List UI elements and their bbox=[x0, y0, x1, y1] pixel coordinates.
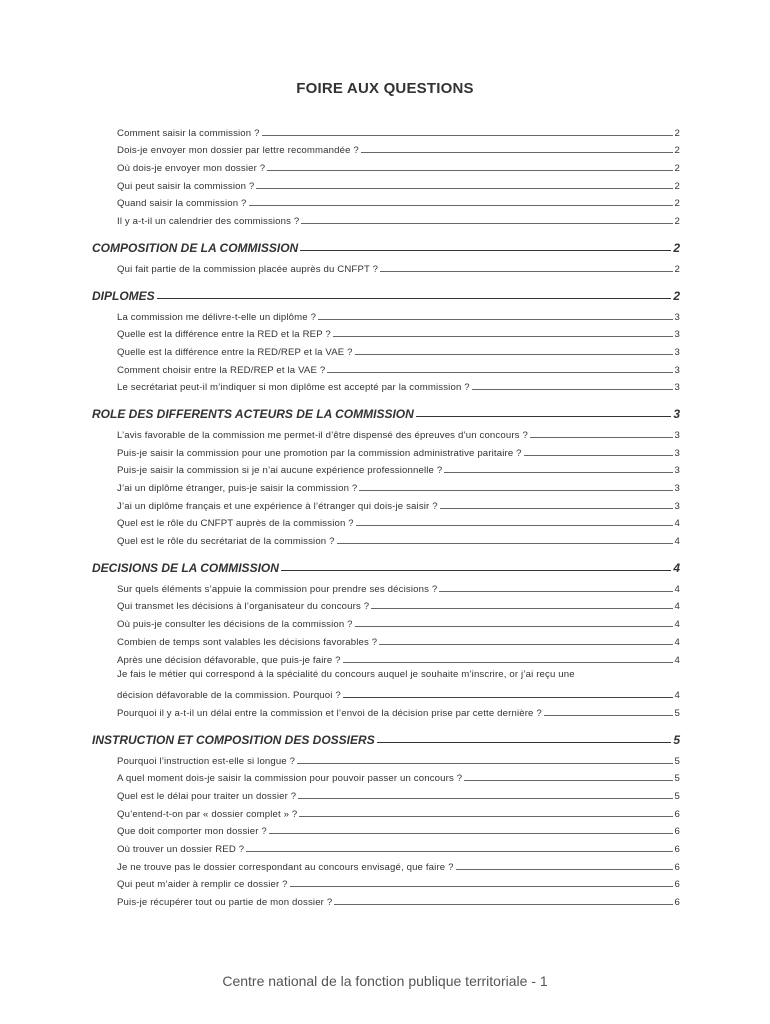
page-number: 4 bbox=[673, 561, 680, 576]
page-number: 3 bbox=[674, 447, 680, 459]
toc-entry-label: Qui peut saisir la commission ? bbox=[117, 180, 255, 192]
page-number: 2 bbox=[674, 198, 680, 210]
toc-entry-label: Comment choisir entre la RED/REP et la VAE ? bbox=[117, 364, 326, 376]
toc-entry[interactable] bbox=[92, 837, 680, 855]
leader-line bbox=[456, 869, 673, 870]
page-number: 2 bbox=[674, 263, 680, 275]
page-footer: Centre national de la fonction publique territoriale - 1 bbox=[222, 973, 548, 989]
page-number: 3 bbox=[673, 407, 680, 422]
toc-entry-label: décision défavorable de la commission. Pourquoi ? bbox=[117, 690, 341, 702]
table-of-contents bbox=[92, 121, 680, 908]
page-number: 2 bbox=[674, 216, 680, 228]
page-number: 2 bbox=[674, 163, 680, 175]
toc-section-heading[interactable] bbox=[92, 283, 680, 303]
page-number: 6 bbox=[674, 879, 680, 891]
page-number: 5 bbox=[674, 755, 680, 767]
leader-line bbox=[361, 152, 673, 153]
toc-entry[interactable] bbox=[92, 820, 680, 838]
page-number: 2 bbox=[673, 241, 680, 256]
leader-line bbox=[440, 508, 673, 509]
toc-entry-label: Je ne trouve pas le dossier correspondant au concours envisagé, que faire ? bbox=[117, 861, 454, 873]
toc-entry-multiline[interactable] bbox=[92, 666, 680, 702]
leader-line bbox=[299, 816, 672, 817]
leader-line bbox=[334, 904, 672, 905]
toc-entry[interactable] bbox=[92, 701, 680, 719]
toc-section-heading[interactable] bbox=[92, 727, 680, 747]
page-number: 5 bbox=[674, 790, 680, 802]
leader-line bbox=[444, 472, 672, 473]
page-number: 4 bbox=[674, 654, 680, 666]
leader-line bbox=[472, 389, 673, 390]
leader-line bbox=[267, 170, 672, 171]
toc-entry[interactable] bbox=[92, 340, 680, 358]
toc-entry[interactable] bbox=[92, 855, 680, 873]
page-title: FOIRE AUX QUESTIONS bbox=[296, 80, 474, 97]
toc-entry[interactable] bbox=[92, 529, 680, 547]
toc-entry[interactable] bbox=[92, 512, 680, 530]
leader-line bbox=[356, 525, 673, 526]
page-number: 5 bbox=[674, 707, 680, 719]
toc-entry-label: Qui fait partie de la commission placée auprès du CNFPT ? bbox=[117, 263, 379, 275]
toc-entry[interactable] bbox=[92, 784, 680, 802]
toc-entry-first-line: Je fais le métier qui correspond à la spécialité du concours auquel je souhaite m’inscrire, or j’ai reçu une bbox=[117, 668, 575, 680]
leader-line bbox=[371, 608, 672, 609]
toc-entry[interactable] bbox=[92, 121, 680, 139]
toc-entry[interactable] bbox=[92, 595, 680, 613]
toc-entry[interactable] bbox=[92, 648, 680, 666]
leader-line bbox=[359, 490, 672, 491]
page-number: 6 bbox=[674, 808, 680, 820]
toc-section-heading-label: DIPLOMES bbox=[92, 288, 155, 303]
toc-entry[interactable] bbox=[92, 358, 680, 376]
leader-line bbox=[327, 372, 672, 373]
toc-entry-label: Il y a-t-il un calendrier des commissions ? bbox=[117, 216, 300, 228]
toc-entry[interactable] bbox=[92, 139, 680, 157]
page-number: 4 bbox=[674, 536, 680, 548]
toc-entry-label: Qu’entend-t-on par « dossier complet » ? bbox=[117, 808, 298, 820]
leader-line bbox=[355, 354, 673, 355]
leader-line bbox=[300, 250, 671, 251]
leader-line bbox=[416, 416, 672, 417]
toc-entry-label: Quel est le délai pour traiter un dossier ? bbox=[117, 790, 297, 802]
toc-section-heading-label: COMPOSITION DE LA COMMISSION bbox=[92, 241, 299, 256]
page-number: 3 bbox=[674, 429, 680, 441]
toc-entry-label: Comment saisir la commission ? bbox=[117, 127, 260, 139]
leader-line bbox=[343, 662, 673, 663]
leader-line bbox=[380, 271, 672, 272]
page-number: 5 bbox=[674, 773, 680, 785]
toc-entry[interactable] bbox=[92, 174, 680, 192]
page-number: 4 bbox=[674, 583, 680, 595]
leader-line bbox=[262, 135, 673, 136]
toc-entry[interactable] bbox=[92, 802, 680, 820]
page-number: 4 bbox=[674, 518, 680, 530]
toc-entry-label: Qui transmet les décisions à l’organisateur du concours ? bbox=[117, 601, 370, 613]
toc-entry[interactable] bbox=[92, 873, 680, 891]
toc-entry-label: Quand saisir la commission ? bbox=[117, 198, 247, 210]
leader-line bbox=[333, 336, 673, 337]
leader-line bbox=[318, 319, 672, 320]
leader-line bbox=[524, 455, 673, 456]
leader-line bbox=[256, 188, 672, 189]
page-number: 3 bbox=[674, 329, 680, 341]
toc-entry[interactable] bbox=[117, 684, 680, 702]
toc-entry[interactable] bbox=[92, 459, 680, 477]
page-number: 3 bbox=[674, 346, 680, 358]
leader-line bbox=[337, 543, 673, 544]
leader-line bbox=[439, 591, 672, 592]
toc-entry-label: L’avis favorable de la commission me permet-il d’être dispensé des épreuves d’un concours ? bbox=[117, 429, 528, 441]
page-number: 2 bbox=[673, 288, 680, 303]
leader-line bbox=[269, 833, 673, 834]
page-number: 4 bbox=[674, 690, 680, 702]
toc-entry-label: Pourquoi l’instruction est-elle si longue ? bbox=[117, 755, 296, 767]
leader-line bbox=[377, 742, 672, 743]
toc-entry[interactable] bbox=[92, 423, 680, 441]
toc-entry[interactable] bbox=[92, 305, 680, 323]
toc-entry-label: Quelle est la différence entre la RED et la REP ? bbox=[117, 329, 331, 341]
toc-entry-label: Que doit comporter mon dossier ? bbox=[117, 826, 267, 838]
leader-line bbox=[343, 697, 673, 698]
toc-entry-label: Où dois-je envoyer mon dossier ? bbox=[117, 163, 266, 175]
toc-entry-label: J’ai un diplôme français et une expérience à l’étranger qui dois-je saisir ? bbox=[117, 500, 438, 512]
page-number: 3 bbox=[674, 311, 680, 323]
toc-entry[interactable] bbox=[92, 376, 680, 394]
toc-entry[interactable] bbox=[92, 577, 680, 595]
toc-entry-label: Puis-je récupérer tout ou partie de mon dossier ? bbox=[117, 897, 333, 909]
toc-entry[interactable] bbox=[92, 494, 680, 512]
page-number: 4 bbox=[674, 636, 680, 648]
toc-entry-label: Le secrétariat peut-il m’indiquer si mon diplôme est accepté par la commission ? bbox=[117, 382, 470, 394]
page-number: 4 bbox=[674, 619, 680, 631]
page-number: 3 bbox=[674, 500, 680, 512]
toc-entry[interactable] bbox=[92, 156, 680, 174]
toc-entry[interactable] bbox=[92, 630, 680, 648]
toc-entry-label: Quelle est la différence entre la RED/REP et la VAE ? bbox=[117, 346, 353, 358]
toc-entry-label: Sur quels éléments s’appuie la commission pour prendre ses décisions ? bbox=[117, 583, 438, 595]
leader-line bbox=[281, 570, 671, 571]
page-number: 3 bbox=[674, 465, 680, 477]
toc-entry-label: Qui peut m’aider à remplir ce dossier ? bbox=[117, 879, 288, 891]
page-number: 2 bbox=[674, 127, 680, 139]
toc-entry-label: Après une décision défavorable, que puis-je faire ? bbox=[117, 654, 341, 666]
page-number: 2 bbox=[674, 145, 680, 157]
leader-line bbox=[530, 437, 673, 438]
toc-entry-label: A quel moment dois-je saisir la commission pour pouvoir passer un concours ? bbox=[117, 773, 463, 785]
toc-entry[interactable] bbox=[92, 476, 680, 494]
leader-line bbox=[301, 223, 672, 224]
toc-entry[interactable] bbox=[92, 323, 680, 341]
leader-line bbox=[379, 644, 672, 645]
leader-line bbox=[249, 205, 673, 206]
toc-entry[interactable] bbox=[92, 441, 680, 459]
page-number: 3 bbox=[674, 364, 680, 376]
page-number: 6 bbox=[674, 844, 680, 855]
leader-line bbox=[157, 298, 672, 299]
toc-section-heading[interactable] bbox=[92, 235, 680, 255]
page-number: 2 bbox=[674, 180, 680, 192]
leader-line bbox=[544, 715, 673, 716]
toc-entry-label: Dois-je envoyer mon dossier par lettre recommandée ? bbox=[117, 145, 359, 157]
page-number: 4 bbox=[674, 601, 680, 613]
leader-line bbox=[290, 886, 673, 887]
toc-entry-label: Où trouver un dossier RED ? bbox=[117, 844, 245, 855]
toc-entry-label: Puis-je saisir la commission si je n’ai aucune expérience professionnelle ? bbox=[117, 465, 443, 477]
page-number: 6 bbox=[674, 897, 680, 909]
toc-section-heading-label: INSTRUCTION ET COMPOSITION DES DOSSIERS bbox=[92, 732, 375, 747]
toc-entry-label: Combien de temps sont valables les décisions favorables ? bbox=[117, 636, 378, 648]
toc-entry-label: Où puis-je consulter les décisions de la commission ? bbox=[117, 619, 353, 631]
toc-entry[interactable] bbox=[92, 749, 680, 767]
toc-entry-label: Puis-je saisir la commission pour une promotion par la commission administrative paritaire ? bbox=[117, 447, 522, 459]
page-number: 6 bbox=[674, 826, 680, 838]
toc-entry[interactable] bbox=[92, 257, 680, 275]
page-number: 3 bbox=[674, 382, 680, 394]
toc-entry[interactable] bbox=[92, 192, 680, 210]
toc-entry-label: La commission me délivre-t-elle un diplôme ? bbox=[117, 311, 317, 323]
page-number: 3 bbox=[674, 483, 680, 494]
toc-entry-label: Pourquoi il y a-t-il un délai entre la commission et l’envoi de la décision prise par cette dernière ? bbox=[117, 707, 542, 719]
page-number: 6 bbox=[674, 861, 680, 873]
leader-line bbox=[355, 626, 673, 627]
leader-line bbox=[298, 798, 672, 799]
leader-line bbox=[246, 851, 672, 852]
toc-section-heading-label: DECISIONS DE LA COMMISSION bbox=[92, 561, 279, 576]
toc-entry[interactable] bbox=[92, 890, 680, 908]
toc-entry-label: Quel est le rôle du CNFPT auprès de la commission ? bbox=[117, 518, 354, 530]
leader-line bbox=[464, 780, 672, 781]
page-number: 5 bbox=[673, 732, 680, 747]
toc-entry-label: Quel est le rôle du secrétariat de la commission ? bbox=[117, 536, 335, 548]
toc-section-heading[interactable] bbox=[92, 401, 680, 421]
leader-line bbox=[297, 763, 672, 764]
toc-section-heading-label: ROLE DES DIFFERENTS ACTEURS DE LA COMMISSION bbox=[92, 407, 414, 422]
toc-entry[interactable] bbox=[92, 209, 680, 227]
toc-entry[interactable] bbox=[92, 767, 680, 785]
toc-entry-label: J’ai un diplôme étranger, puis-je saisir la commission ? bbox=[117, 483, 358, 494]
toc-section-heading[interactable] bbox=[92, 555, 680, 575]
toc-entry[interactable] bbox=[92, 612, 680, 630]
